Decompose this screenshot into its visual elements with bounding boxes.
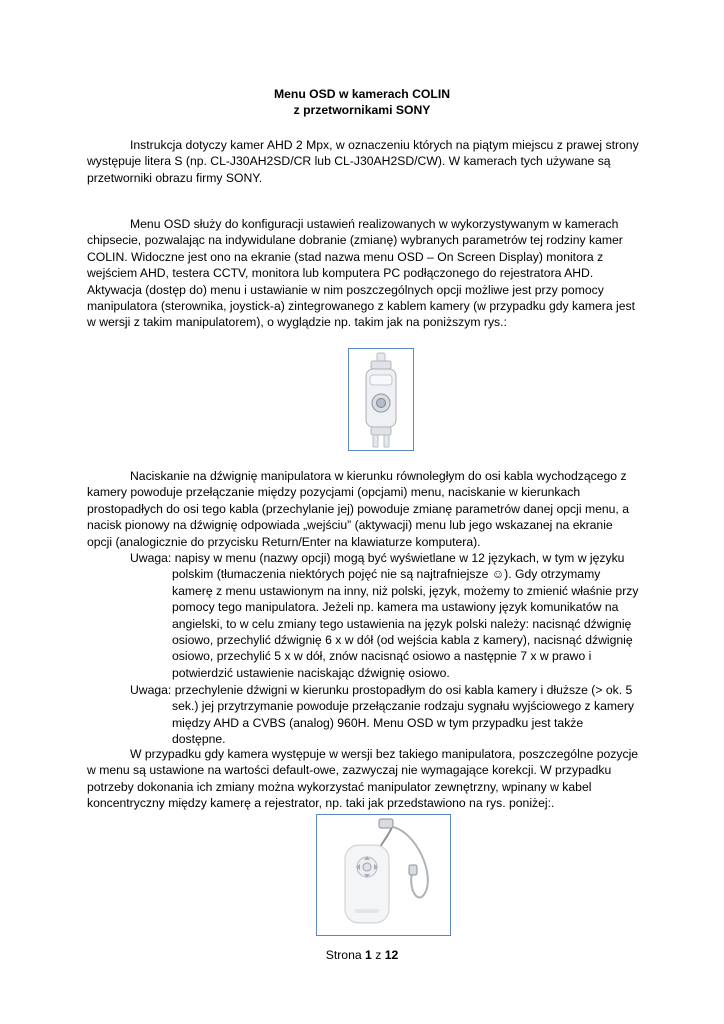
figure-cable-manipulator (348, 348, 414, 451)
note-language-text: Uwaga: napisy w menu (nazwy opcji) mogą być wyświetlane w 12 językach, w tym w języku polskim (tłumaczenia niektórych pojęć nie są najtrafniejsze ☺). Gdy otrzymamy kamerę z menu ustawionym na inny, niż polski, język, możemy to zmienić właśnie przy pomocy tego manipulatora. Jeżeli np. kamera ma ustawiony język komunikatów na angielski, to w celu zmiany tego ustawienia na język polski należy: nacisnąć dźwignię osiowo, przechylić dźwignię 6 x w dół (od wejścia kabla z kamery), nacisnąć dźwignię osiowo, przechylić 5 x w dół, znów nacisnąć osiowo a następnie 7 x w prawo i potwierdzić ustawienie naciskając dźwignię osiowo. (130, 551, 639, 680)
manipulator-usage-paragraph (87, 468, 639, 550)
footer-prefix: Strona (325, 948, 362, 962)
cable-manipulator-icon (349, 349, 413, 450)
note-signal-switch-text: Uwaga: przechylenie dźwigni w kierunku prostopadłym do osi kabla kamery i dłuższe (> ok. 5 sek.) jej przytrzymanie powoduje przełączanie rodzaju sygnału wyjściowego z kamery między AHD a CVBS (analog) 960H. Menu OSD w tym przypadku jest także dostępne. (130, 683, 634, 747)
external-manipulator-paragraph (87, 746, 639, 812)
intro-paragraph (87, 137, 639, 186)
footer-page-number: 1 (365, 948, 372, 962)
page-footer (0, 948, 724, 962)
note-language (130, 550, 640, 681)
title-line-2: z przetwornikami SONY (293, 103, 431, 117)
footer-separator: z (375, 948, 382, 962)
figure-external-manipulator (316, 814, 451, 936)
intro-paragraph-text: Instrukcja dotyczy kamer AHD 2 Mpx, w oznaczeniu których na piątym miejscu z prawej strony występuje litera S (np. CL-J30AH2SD/CR lub CL-J30AH2SD/CW). W kamerach tych używane są przetworniki obrazu firmy SONY. (87, 138, 639, 185)
title-line-1: Menu OSD w kamerach COLIN (273, 87, 451, 101)
external-manipulator-text: W przypadku gdy kamera występuje w wersji bez takiego manipulatora, poszczególne pozycje w menu są ustawione na wartości default-owe, zazwyczaj nie wymagające korekcji. W przypadku potrzeby dokonania ich zmiany można wykorzystać manipulator zewnętrzny, wpinany w kabel koncentryczny między kamerę a rejestrator, np. taki jak przedstawiono na rys. poniżej:. (87, 747, 639, 811)
osd-description-text: Menu OSD służy do konfiguracji ustawień realizowanych w wykorzystywanym w kamerach chipsecie, pozwalając na indywidulane dobranie (zmianę) wybranych parametrów tej rodziny kamer COLIN. Widoczne jest ono na ekranie (stad nazwa menu OSD – On Screen Display) monitora z wejściem AHD, testera CCTV, monitora lub komputera PC podłączonego do rejestratora AHD. Aktywacja (dostęp do) menu i ustawianie w nim poszczególnych opcji możliwe jest przy pomocy manipulatora (sterownika, joystick-a) zintegrowanego z kablem kamery (w przypadku gdy kamera jest w wersji z takim manipulatorem), o wyglądzie np. takim jak na poniższym rys.: (87, 217, 635, 330)
note-signal-switch (130, 682, 640, 748)
osd-description-paragraph (87, 216, 639, 331)
manipulator-usage-text: Naciskanie na dźwignię manipulatora w kierunku równoległym do osi kabla wychodzącego z kamery powoduje przełączanie między pozycjami (opcjami) menu, naciskanie w kierunkach prostopadłych do osi tego kabla (przechylanie jej) powoduje zmianę parametrów danej opcji menu, a nacisk pionowy na dźwignię odpowiada „wejściu” (aktywacji) menu lub jego wskazanej na ekranie opcji (analogicznie do przycisku Return/Enter na klawiaturze komputera). (87, 469, 629, 549)
external-manipulator-icon (317, 815, 450, 935)
footer-total-pages: 12 (384, 948, 399, 962)
